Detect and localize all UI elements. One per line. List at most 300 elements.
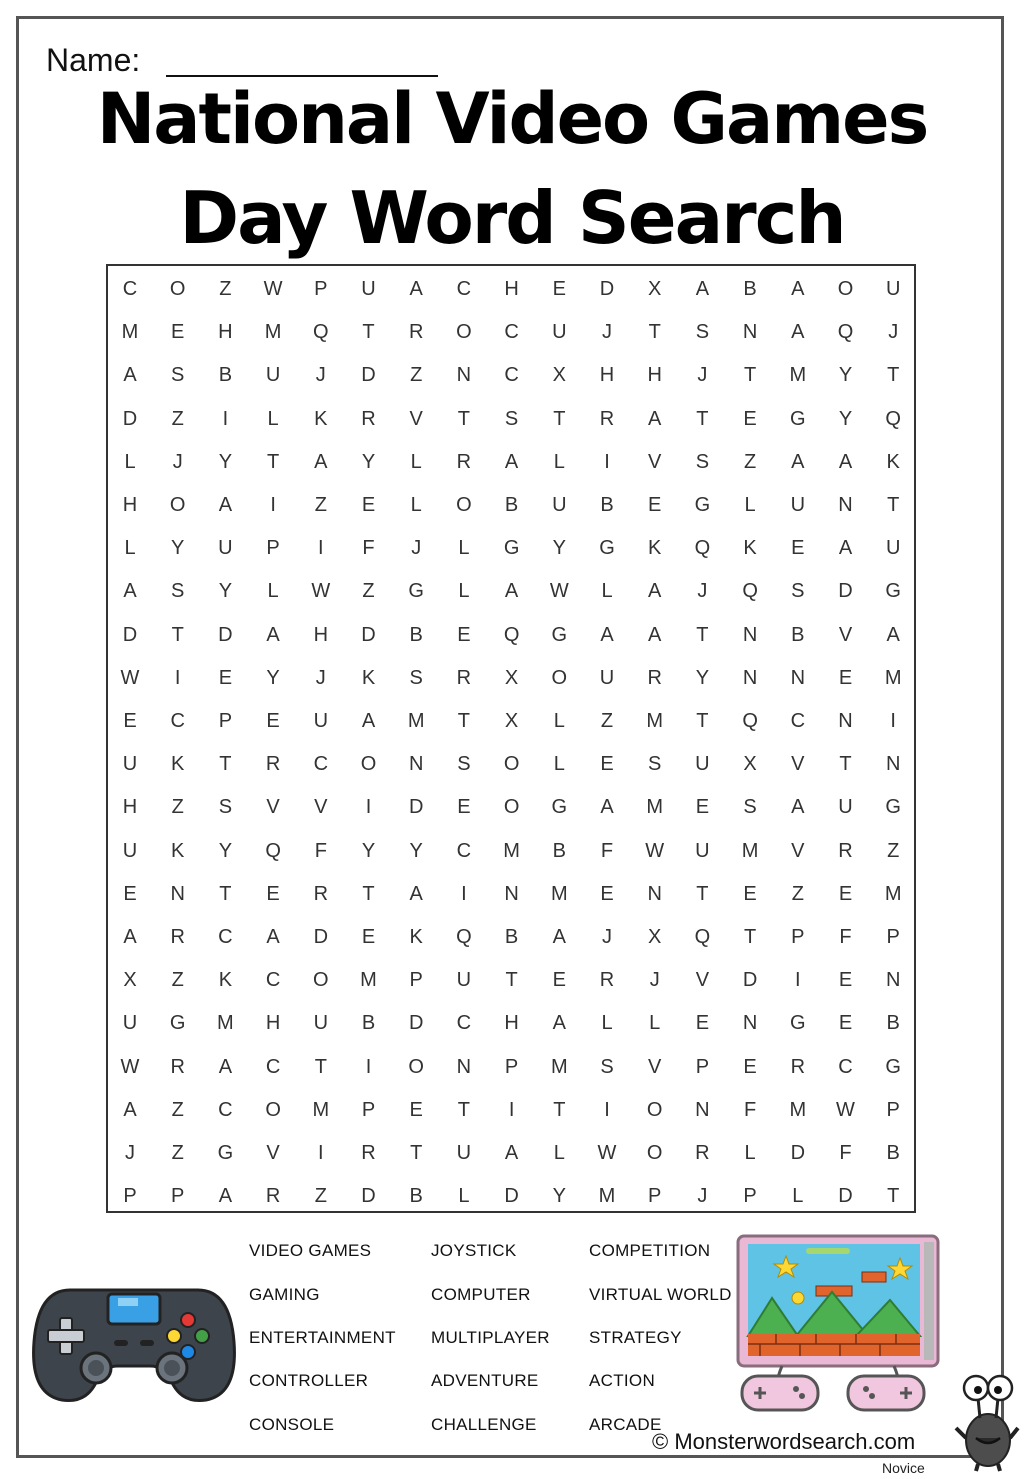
grid-letter: A bbox=[695, 278, 710, 300]
grid-letter: H bbox=[122, 796, 138, 819]
grid-letter: K bbox=[886, 450, 900, 473]
grid-letter: I bbox=[318, 537, 324, 560]
grid-letter: N bbox=[838, 494, 853, 516]
grid-letter: K bbox=[218, 969, 233, 992]
grid-letter: H bbox=[122, 494, 138, 516]
grid-letter: T bbox=[743, 926, 757, 948]
grid-letter: L bbox=[744, 494, 756, 516]
grid-letter: O bbox=[169, 494, 186, 516]
grid-letter: Z bbox=[743, 450, 757, 473]
grid-letter: C bbox=[838, 1055, 853, 1078]
grid-letter: E bbox=[600, 753, 614, 776]
grid-letter: N bbox=[790, 666, 806, 689]
grid-letter: E bbox=[838, 1012, 853, 1035]
grid-letter: E bbox=[457, 796, 471, 819]
grid-letter: E bbox=[266, 882, 280, 905]
grid-letter: L bbox=[410, 494, 422, 516]
grid-letter: Z bbox=[791, 882, 804, 905]
grid-letter: L bbox=[649, 1012, 661, 1035]
grid-letter: P bbox=[743, 1185, 757, 1208]
grid-letter: B bbox=[600, 494, 614, 516]
grid-letter: E bbox=[838, 969, 853, 992]
name-label: Name: bbox=[46, 42, 141, 78]
grid-letter: R bbox=[695, 1142, 710, 1164]
grid-letter: M bbox=[217, 1012, 234, 1035]
grid-letter: T bbox=[839, 753, 852, 776]
grid-letter: C bbox=[122, 278, 138, 300]
grid-letter: D bbox=[599, 278, 615, 300]
difficulty-label: Novice bbox=[882, 1460, 925, 1476]
grid-letter: D bbox=[218, 623, 233, 646]
grid-letter: P bbox=[361, 1098, 376, 1121]
grid-letter: L bbox=[601, 580, 613, 603]
grid-letter: R bbox=[170, 926, 185, 948]
grid-letter: Z bbox=[314, 494, 327, 516]
grid-letter: L bbox=[601, 1012, 613, 1035]
word-list-item: ACTION bbox=[589, 1371, 656, 1390]
grid-letter: D bbox=[838, 580, 853, 603]
grid-letter: Y bbox=[266, 666, 280, 689]
grid-letter: M bbox=[646, 796, 664, 819]
grid-letter: Y bbox=[552, 1185, 566, 1208]
word-list-item: CHALLENGE bbox=[431, 1415, 537, 1434]
grid-letter: I bbox=[318, 1142, 324, 1164]
grid-letter: P bbox=[266, 537, 280, 560]
button-red bbox=[181, 1313, 195, 1327]
grid-letter: J bbox=[125, 1142, 135, 1164]
grid-letter: L bbox=[458, 1185, 470, 1208]
grid-letter: O bbox=[313, 969, 329, 992]
grid-letter: U bbox=[599, 666, 615, 689]
grid-letter: G bbox=[885, 1055, 901, 1078]
grid-letter: L bbox=[410, 450, 422, 473]
grid-letter: A bbox=[504, 580, 519, 603]
grid-letter: T bbox=[696, 882, 709, 905]
grid-letter: E bbox=[266, 710, 280, 732]
grid-letter: Y bbox=[552, 537, 566, 560]
grid-letter: H bbox=[218, 321, 233, 344]
word-list-item: JOYSTICK bbox=[431, 1241, 517, 1260]
word-list-item: CONSOLE bbox=[249, 1415, 335, 1434]
grid-letter: A bbox=[409, 882, 423, 905]
grid-letter: U bbox=[695, 839, 710, 862]
grid-letter: D bbox=[361, 364, 376, 387]
grid-letter: M bbox=[646, 710, 664, 732]
grid-letter: N bbox=[742, 623, 758, 646]
grid-letter: Q bbox=[503, 623, 520, 646]
grid-letter: P bbox=[695, 1055, 710, 1078]
grid-letter: A bbox=[886, 623, 900, 646]
grid-letter: V bbox=[266, 1142, 280, 1164]
grid-letter: E bbox=[743, 882, 757, 905]
grid-letter: M bbox=[407, 710, 425, 732]
grid-letter: P bbox=[218, 710, 233, 732]
grid-letter: N bbox=[647, 882, 662, 905]
grid-letter: Q bbox=[742, 710, 758, 732]
grid-letter: L bbox=[124, 450, 136, 473]
grid-letter: E bbox=[552, 969, 566, 992]
grid-letter: E bbox=[743, 1055, 757, 1078]
grid-letter: J bbox=[315, 364, 326, 387]
grid-letter: A bbox=[361, 710, 376, 732]
grid-letter: W bbox=[645, 839, 665, 862]
grid-letter: A bbox=[218, 1055, 233, 1078]
grid-letter: E bbox=[838, 666, 853, 689]
grid-letter: D bbox=[504, 1185, 519, 1208]
grid-letter: L bbox=[553, 1142, 565, 1164]
grid-letter: M bbox=[789, 364, 807, 387]
grid-letter: Q bbox=[313, 321, 329, 344]
grid-letter: M bbox=[264, 321, 282, 344]
grid-letter: D bbox=[790, 1142, 806, 1164]
grid-letter: N bbox=[504, 882, 519, 905]
letter-grid bbox=[106, 264, 916, 1213]
grid-letter: A bbox=[266, 623, 280, 646]
grid-letter: R bbox=[599, 969, 615, 992]
grid-letter: H bbox=[313, 623, 329, 646]
grid-letter: Z bbox=[410, 364, 423, 387]
grid-letter: X bbox=[504, 710, 519, 732]
grid-letter: P bbox=[648, 1185, 662, 1208]
grid-letter: I bbox=[604, 450, 610, 473]
grid-letter: P bbox=[504, 1055, 519, 1078]
grid-letter: R bbox=[599, 407, 615, 430]
coin bbox=[792, 1292, 804, 1304]
grid-letter: M bbox=[360, 969, 377, 992]
grid-letter: J bbox=[172, 450, 183, 473]
grid-letter: V bbox=[409, 407, 423, 430]
grid-letter: I bbox=[890, 710, 896, 732]
grid-letter: N bbox=[885, 753, 901, 776]
grid-letter: A bbox=[123, 926, 137, 948]
word-list-item: ADVENTURE bbox=[431, 1371, 539, 1390]
grid-letter: P bbox=[409, 969, 423, 992]
grid-letter: L bbox=[458, 580, 470, 603]
grid-letter: C bbox=[265, 969, 281, 992]
grid-letter: Z bbox=[219, 278, 232, 300]
grid-letter: A bbox=[504, 450, 519, 473]
grid-letter: T bbox=[743, 364, 757, 387]
grid-letter: S bbox=[171, 580, 185, 603]
grid-letter: S bbox=[409, 666, 423, 689]
word-list-item: COMPUTER bbox=[431, 1285, 531, 1304]
grid-letter: M bbox=[503, 839, 520, 862]
grid-letter: G bbox=[599, 537, 615, 560]
grid-letter: A bbox=[266, 926, 280, 948]
grid-letter: I bbox=[795, 969, 801, 992]
grid-letter: N bbox=[408, 753, 424, 776]
grid-letter: B bbox=[504, 494, 519, 516]
grid-letter: L bbox=[744, 1142, 756, 1164]
grid-letter: N bbox=[742, 666, 758, 689]
grid-letter: X bbox=[648, 926, 662, 948]
monster-mascot-icon bbox=[954, 1368, 1020, 1472]
grid-letter: Q bbox=[885, 407, 901, 430]
grid-letter: R bbox=[361, 407, 376, 430]
grid-letter: I bbox=[604, 1098, 610, 1121]
grid-letter: B bbox=[409, 623, 423, 646]
grid-letter: C bbox=[456, 1012, 472, 1035]
grid-letter: F bbox=[314, 839, 327, 862]
grid-letter: Y bbox=[171, 537, 185, 560]
grid-letter: J bbox=[602, 321, 612, 344]
grid-letter: U bbox=[313, 1012, 329, 1035]
word-list-item: STRATEGY bbox=[589, 1328, 682, 1347]
dpad-horizontal bbox=[48, 1330, 84, 1342]
grid-letter: U bbox=[838, 796, 853, 819]
grid-letter: Z bbox=[171, 796, 184, 819]
grid-letter: K bbox=[171, 839, 185, 862]
grid-letter: K bbox=[171, 753, 185, 776]
grid-letter: Y bbox=[409, 839, 423, 862]
grid-letter: T bbox=[362, 321, 375, 344]
grid-letter: T bbox=[457, 1098, 470, 1121]
grid-letter: T bbox=[887, 364, 900, 387]
grid-letter: M bbox=[121, 321, 139, 344]
grid-letter: G bbox=[408, 580, 424, 603]
grid-letter: I bbox=[222, 407, 229, 430]
grid-letter: V bbox=[648, 450, 662, 473]
word-list-item: COMPETITION bbox=[589, 1241, 711, 1260]
grid-letter: N bbox=[456, 364, 472, 387]
grid-letter: Q bbox=[456, 926, 472, 948]
grid-letter: O bbox=[456, 321, 472, 344]
grid-letter: Y bbox=[838, 364, 853, 387]
grid-letter: M bbox=[550, 882, 568, 905]
grid-letter: G bbox=[885, 580, 901, 603]
grid-letter: A bbox=[838, 450, 853, 473]
grid-letter: A bbox=[123, 1098, 137, 1121]
grid-letter: W bbox=[120, 1055, 140, 1078]
grid-letter: U bbox=[552, 321, 567, 344]
grid-letter: G bbox=[694, 494, 711, 516]
grid-letter: V bbox=[838, 623, 853, 646]
grid-letter: I bbox=[508, 1098, 515, 1121]
title-line-1: National Video Games bbox=[96, 78, 928, 160]
grid-letter: R bbox=[647, 666, 662, 689]
grid-letter: O bbox=[169, 278, 186, 300]
grid-letter: Z bbox=[887, 839, 900, 862]
grid-letter: L bbox=[792, 1185, 804, 1208]
grid-letter: N bbox=[885, 969, 901, 992]
grid-letter: A bbox=[791, 278, 805, 300]
grid-letter: Q bbox=[837, 321, 854, 344]
grid-letter: N bbox=[838, 710, 853, 732]
grid-letter: T bbox=[171, 623, 184, 646]
grid-letter: L bbox=[458, 537, 470, 560]
grid-letter: W bbox=[836, 1098, 855, 1121]
grid-letter: F bbox=[839, 926, 852, 948]
grid-letter: T bbox=[410, 1142, 423, 1164]
grid-letter: D bbox=[313, 926, 329, 948]
grid-letter: S bbox=[218, 796, 233, 819]
grid-letter: W bbox=[597, 1142, 617, 1164]
grid-letter: S bbox=[600, 1055, 614, 1078]
grid-letter: K bbox=[648, 537, 662, 560]
grid-letter: Y bbox=[361, 839, 376, 862]
grid-letter: C bbox=[218, 926, 233, 948]
grid-letter: Z bbox=[171, 969, 184, 992]
health-bar bbox=[806, 1248, 850, 1254]
grid-letter: K bbox=[409, 926, 423, 948]
grid-letter: A bbox=[409, 278, 423, 300]
mini-controller-left-button-a bbox=[793, 1386, 799, 1392]
grid-letter: T bbox=[553, 407, 566, 430]
word-list-item: ENTERTAINMENT bbox=[249, 1328, 396, 1347]
grid-letter: U bbox=[695, 753, 710, 776]
grid-letter: V bbox=[791, 753, 805, 776]
grid-letter: R bbox=[838, 839, 853, 862]
word-list-item: CONTROLLER bbox=[249, 1371, 369, 1390]
grid-letter: U bbox=[790, 494, 806, 516]
grid-letter: T bbox=[887, 1185, 900, 1208]
grid-letter: U bbox=[361, 278, 376, 300]
grid-letter: T bbox=[219, 753, 232, 776]
monitor-side-panel bbox=[924, 1242, 934, 1360]
grid-letter: R bbox=[790, 1055, 806, 1078]
grid-letter: D bbox=[838, 1185, 853, 1208]
grid-letter: Q bbox=[265, 839, 281, 862]
grid-letter: J bbox=[697, 364, 708, 387]
grid-letter: U bbox=[265, 364, 281, 387]
grid-letter: O bbox=[646, 1098, 663, 1121]
grid-letter: T bbox=[696, 623, 709, 646]
grid-letter: C bbox=[790, 710, 806, 732]
grid-letter: X bbox=[648, 278, 662, 300]
grid-letter: B bbox=[743, 278, 757, 300]
grid-letter: Y bbox=[218, 580, 233, 603]
word-list-item: MULTIPLAYER bbox=[431, 1328, 550, 1347]
grid-letter: W bbox=[549, 580, 569, 603]
start-button bbox=[140, 1340, 154, 1346]
grid-letter: K bbox=[361, 666, 376, 689]
grid-letter: N bbox=[742, 321, 758, 344]
grid-letter: E bbox=[648, 494, 662, 516]
grid-letter: A bbox=[791, 321, 805, 344]
grid-letter: D bbox=[122, 623, 138, 646]
grid-letter: S bbox=[695, 450, 710, 473]
grid-letter: O bbox=[360, 753, 377, 776]
grid-letter: T bbox=[648, 321, 661, 344]
grid-letter: T bbox=[219, 882, 232, 905]
grid-letter: V bbox=[695, 969, 710, 992]
grid-letter: Z bbox=[171, 407, 184, 430]
grid-letter: M bbox=[312, 1098, 330, 1121]
grid-letter: Y bbox=[218, 450, 233, 473]
grid-letter: E bbox=[123, 882, 137, 905]
word-list-item: GAMING bbox=[249, 1285, 320, 1304]
button-green bbox=[195, 1329, 209, 1343]
grid-letter: M bbox=[884, 666, 902, 689]
grid-letter: T bbox=[457, 710, 470, 732]
grid-letter: T bbox=[505, 969, 518, 992]
grid-letter: Z bbox=[314, 1185, 327, 1208]
grid-letter: R bbox=[265, 1185, 281, 1208]
arcade-screen-icon bbox=[736, 1234, 940, 1414]
grid-letter: S bbox=[171, 364, 185, 387]
grid-letter: B bbox=[791, 623, 805, 646]
grid-letter: P bbox=[886, 926, 900, 948]
grid-letter: R bbox=[361, 1142, 376, 1164]
grid-letter: C bbox=[456, 278, 472, 300]
grid-letter: U bbox=[218, 537, 233, 560]
grid-letter: C bbox=[313, 753, 329, 776]
grid-letter: S bbox=[791, 580, 805, 603]
grid-letter: O bbox=[646, 1142, 663, 1164]
grid-letter: J bbox=[888, 321, 899, 344]
grid-letter: G bbox=[885, 796, 901, 819]
grid-letter: B bbox=[361, 1012, 376, 1035]
grid-letter: X bbox=[743, 753, 757, 776]
grid-letter: J bbox=[315, 666, 326, 689]
grid-letter: H bbox=[599, 364, 615, 387]
grid-letter: A bbox=[648, 623, 662, 646]
grid-letter: L bbox=[124, 537, 136, 560]
grid-letter: P bbox=[314, 278, 328, 300]
grid-letter: E bbox=[791, 537, 805, 560]
grid-letter: V bbox=[791, 839, 805, 862]
grid-letter: U bbox=[122, 839, 138, 862]
grid-letter: L bbox=[553, 450, 565, 473]
grid-letter: L bbox=[553, 753, 565, 776]
grid-letter: B bbox=[218, 364, 233, 387]
grid-letter: S bbox=[743, 796, 757, 819]
grid-letter: G bbox=[169, 1012, 186, 1035]
grid-letter: E bbox=[361, 926, 376, 948]
grid-letter: E bbox=[695, 796, 710, 819]
grid-letter: E bbox=[409, 1098, 423, 1121]
copyright-text: © Monsterwordsearch.com bbox=[652, 1429, 916, 1454]
grid-letter: D bbox=[361, 623, 376, 646]
word-list-item: ARCADE bbox=[589, 1415, 662, 1434]
grid-letter: N bbox=[742, 1012, 758, 1035]
grid-letter: D bbox=[742, 969, 758, 992]
grid-letter: A bbox=[218, 494, 233, 516]
grid-letter: T bbox=[362, 882, 375, 905]
grid-letter: T bbox=[696, 710, 709, 732]
grid-letter: O bbox=[503, 753, 520, 776]
grid-letter: T bbox=[553, 1098, 566, 1121]
grid-letter: O bbox=[456, 494, 472, 516]
grid-letter: G bbox=[217, 1142, 234, 1164]
grid-letter: H bbox=[504, 1012, 519, 1035]
grid-letter: W bbox=[263, 278, 283, 300]
grid-letter: R bbox=[313, 882, 329, 905]
grid-letter: Z bbox=[362, 580, 375, 603]
grid-letter: Z bbox=[171, 1142, 184, 1164]
grid-letter: U bbox=[885, 278, 901, 300]
grid-letter: K bbox=[743, 537, 757, 560]
grid-letter: Z bbox=[171, 1098, 184, 1121]
grid-letter: B bbox=[409, 1185, 423, 1208]
grid-letter: S bbox=[648, 753, 662, 776]
grid-letter: A bbox=[552, 1012, 566, 1035]
grid-letter: E bbox=[695, 1012, 710, 1035]
grid-letter: C bbox=[504, 364, 519, 387]
grid-letter: N bbox=[456, 1055, 472, 1078]
grid-letter: R bbox=[265, 753, 281, 776]
grid-letter: G bbox=[551, 623, 568, 646]
grid-letter: P bbox=[123, 1185, 137, 1208]
mini-controller-right-button-b bbox=[869, 1393, 875, 1399]
grid-letter: W bbox=[120, 666, 140, 689]
grid-letter: Y bbox=[838, 407, 853, 430]
grid-letter: U bbox=[313, 710, 329, 732]
brick-ground bbox=[748, 1334, 920, 1356]
grid-letter: E bbox=[743, 407, 757, 430]
grid-letter: E bbox=[123, 710, 137, 732]
grid-letter: P bbox=[171, 1185, 185, 1208]
